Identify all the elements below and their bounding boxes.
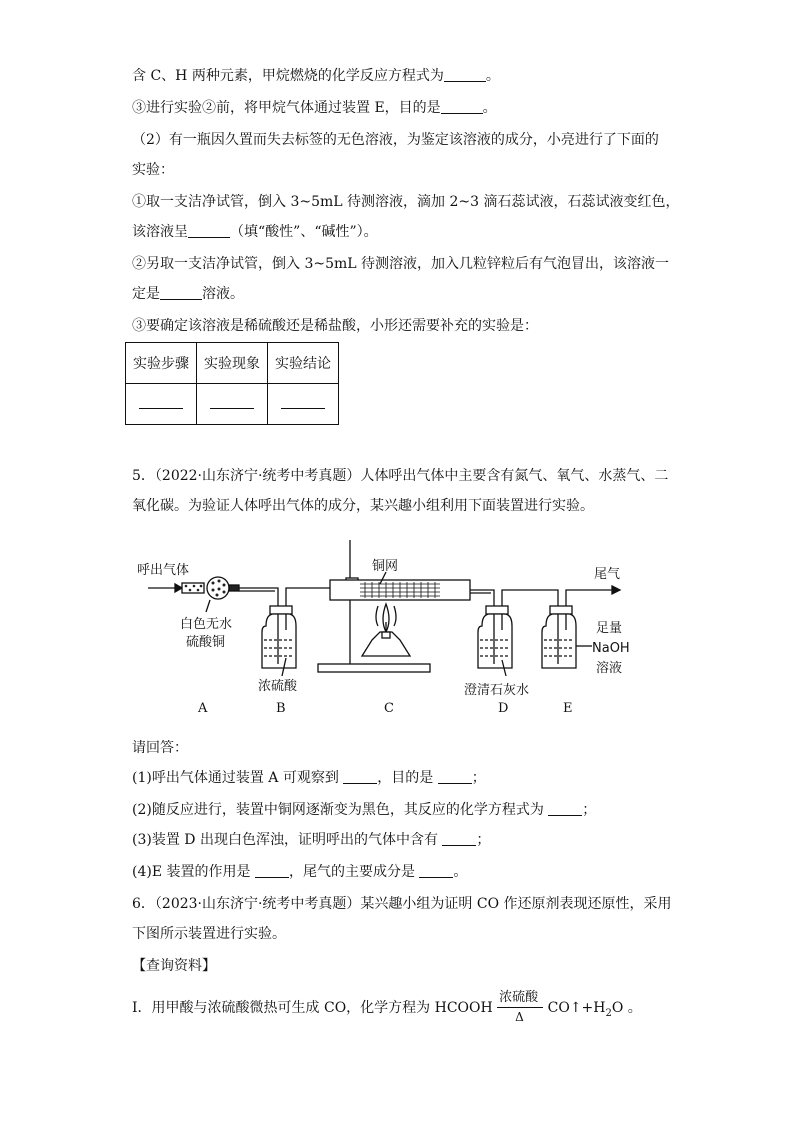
text-line: 含 C、H 两种元素，甲烷燃烧的化学反应方程式为 。 [132,68,500,84]
reaction-condition: 浓硫酸 Δ [497,990,543,1026]
naoh-label: NaOH [592,641,630,656]
h2so4-label: 浓硫酸 [258,679,298,694]
drying-tube [182,583,204,593]
inlet-arrowhead [175,584,182,592]
answer-blank [548,801,582,816]
answer-line-1: (1)呼出气体通过装置 A 可观察到 ，目的是 ； [132,770,486,786]
answer-blank [255,863,289,878]
answer-line-3: (3)装置 D 出现白色浑浊，证明呼出的气体中含有 ； [132,832,491,848]
text-line: ②另取一支洁净试管，倒入 3~5mL 待测溶液，加入几粒锌粒后有气泡冒出，该溶液一 [132,256,670,272]
bottle-e [542,614,576,668]
text-line: ①取一支洁净试管，倒入 3~5mL 待测溶液，滴加 2~3 滴石蕊试液，石蕊试液变红色， [132,194,680,210]
table-header: 实验步骤 [126,343,197,384]
question-6-line: 6．（2023·山东济宁·统考中考真题）某兴趣小组为证明 CO 作还原剂表现还原性，采用 [132,896,672,912]
reaction-arrow-bar [497,1007,543,1008]
naoh-label: 足量 [596,621,623,636]
chemical-equation: Ⅰ．用甲酸与浓硫酸微热可生成 CO，化学方程为 HCOOH 浓硫酸 Δ $CO↑+H_2O$ 。 [132,990,642,1024]
text-line: 该溶液呈 （填“酸性”、“碱性”）。 [132,224,378,240]
copper-mesh [360,582,440,598]
text-line: ③要确定该溶液是稀硫酸还是稀盐酸，小形还需要补充的实验是： [132,318,538,334]
text-line: 请回答： [132,740,188,756]
apparatus-label-e: E [563,701,573,716]
text-line: 定是 溶液。 [132,286,244,302]
question-5-line: 5．（2022·山东济宁·统考中考真题）人体呼出气体中主要含有氮气、氧气、水蒸气、二 [132,468,669,484]
apparatus-label-c: C [384,701,394,716]
bottle-cap [270,606,292,614]
outlet-label: 尾气 [594,567,621,582]
answer-blank [442,831,476,846]
answer-line-2: (2)随反应进行，装置中铜网逐渐变为黑色，其反应的化学方程式为 ； [132,802,597,818]
answer-line-4: (4)E 装置的作用是 ，尾气的主要成分是 。 [132,864,468,880]
answer-blank [419,863,453,878]
naoh-label: 溶液 [596,661,623,676]
cuso4-label: 白色无水 [180,617,233,632]
text-line: 实验： [132,162,174,178]
answer-blank [343,769,377,784]
apparatus-label-b: B [276,701,286,716]
bottle-b [262,614,296,668]
text-line: ③进行实验②前，将甲烷气体通过装置 E，目的是 。 [132,100,497,116]
table-header: 实验现象 [197,343,268,384]
text-line: （2）有一瓶因久置而失去标签的无色溶液，为鉴定该溶液的成分，小亮进行了下面的 [132,132,659,148]
limewater-label: 澄清石灰水 [464,683,530,698]
table-header: 实验结论 [268,343,339,384]
apparatus-label-a: A [198,701,208,716]
answer-blank [438,769,472,784]
bottle-d [478,614,512,668]
copper-mesh-label: 铜网 [372,559,399,574]
stopper [229,585,239,591]
cuso4-label: 硫酸铜 [186,635,226,650]
outlet-arrowhead [612,586,620,594]
section-heading: 【查询资料】 [132,958,216,974]
question-6-line: 下图所示装置进行实验。 [132,926,286,942]
inlet-label: 呼出气体 [137,563,190,578]
stand-base [318,664,430,672]
question-5-line: 氧化碳。为验证人体呼出气体的成分，某兴趣小组利用下面装置进行实验。 [132,498,594,514]
apparatus-label-d: D [498,701,509,716]
